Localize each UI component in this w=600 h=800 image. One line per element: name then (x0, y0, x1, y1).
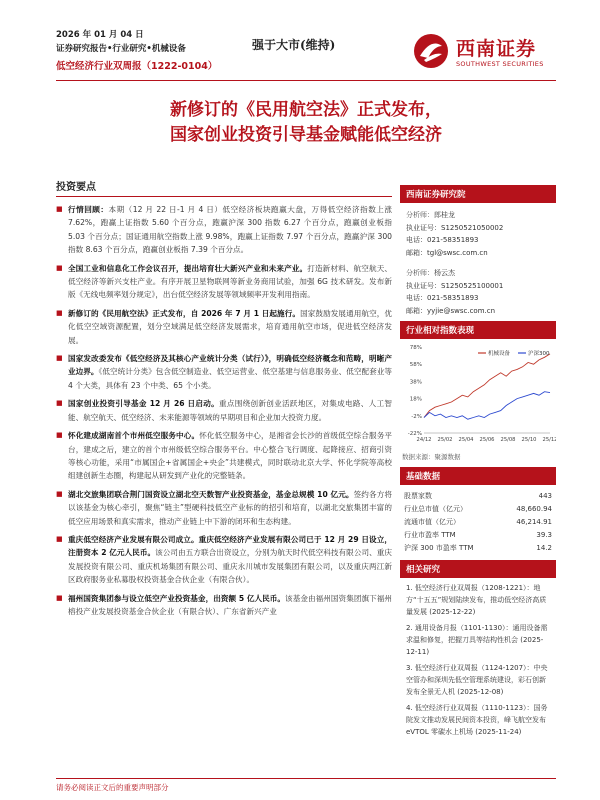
summary-item-lead: 国家创业投资引导基金 12 月 26 日启动。 (68, 399, 219, 409)
footer-disclaimer: 请务必阅读正文后的重要声明部分 (56, 778, 556, 793)
report-header (56, 28, 556, 80)
basic-data-heading: 基础数据 (400, 467, 556, 485)
summary-item-lead: 全国工业和信息化工作会议召开，提出培育壮大新兴产业和未来产业。 (68, 263, 308, 273)
basic-data-value: 443 (538, 491, 552, 500)
analyst-label: 分析师： (406, 211, 434, 219)
summary-item (56, 429, 392, 483)
basic-data-label: 股票家数 (404, 491, 432, 500)
summary-item-text: 怀化低空服务中心，是湘省会长沙的首级低空综合服务平台，建成之后，建立的首个市州级低空综合服务平台。中心整合飞行调度、起降接应、招商引资等核心功能，采用“市属国企+省属国企+央企”共建模式，同时联动北京大学、怀化学院等高校组建创新生态圈，构建起从研发到产业化的完整链条。 (68, 431, 392, 481)
y-tick-label: 78% (409, 345, 422, 351)
summary-item (56, 203, 392, 257)
related-list (400, 578, 556, 746)
y-tick-label: 38% (409, 379, 422, 386)
x-tick-label: 25/10 (521, 437, 537, 443)
summary-item (56, 488, 392, 528)
related-item[interactable]: 3. 低空经济行业双周报（1124-1207）：中央空管办和深圳先低空管理系统建设，彩石创新发布全景无人机 (2025-12-08) (406, 664, 548, 696)
analyst-license: 执业证号：S1250521050002 (406, 223, 504, 232)
summary-item-text: 该基金由福州国资集团旗下福州榕投产业发展投资基金合伙企业（有限合伙）、广东省新兴产业 (68, 593, 392, 616)
report-title (56, 98, 556, 148)
basic-data-row (400, 541, 556, 554)
summary-item-lead: 福州国资集团参与设立低空产业投资基金，出资额 5 亿人民币。 (68, 593, 286, 603)
analyst-name: 杨云杰 (434, 269, 455, 277)
basic-data-label: 流通市值（亿元） (404, 517, 460, 526)
summary-item-text: 国家鼓励发展通用航空，优化低空空域资源配置，划分空域满足低空经济发展需求，培育通用航空市场，促进低空经济发展。 (68, 308, 392, 345)
basic-data-label: 行业总市值（亿元） (404, 504, 467, 513)
analyst-name-row (406, 209, 550, 222)
summary-item (56, 307, 392, 347)
report-series: 低空经济行业双周报（1222-0104） (56, 61, 218, 72)
summary-list (56, 203, 392, 618)
y-tick-label: 18% (409, 396, 422, 403)
summary-item (56, 592, 392, 619)
summary-item-lead: 怀化建成湖南首个市州低空服务中心。 (68, 431, 200, 441)
related-heading: 相关研究 (400, 560, 556, 578)
summary-item-text: 该公司由五方联合出资设立，分别为航天时代低空科技有限公司、重庆发展投资有限公司、重庆机场集团有限公司、重庆永川城市发展集团有限公司，以及重庆两江新区政府服务业私募股权投资基金合伙企业（有限合伙）。 (68, 548, 392, 585)
y-tick-label: 58% (409, 362, 422, 369)
analyst-email[interactable]: 邮箱：tgl@swsc.com.cn (406, 248, 488, 257)
summary-item-lead: 新修订的《民用航空法》正式发布，自 2026 年 7 月 1 日起施行。 (68, 308, 301, 318)
summary-item (56, 533, 392, 587)
series-line-1 (424, 392, 550, 420)
basic-data-value: 39.3 (536, 530, 552, 539)
x-tick-label: 24/12 (416, 437, 432, 443)
summary-item-text: 《低空统计分类》包含低空制造业、低空运营业、低空基建与信息服务业、低空配套业等 4 个大类，具体有 23 个中类、65 个小类。 (68, 367, 392, 390)
x-tick-label: 25/02 (437, 437, 453, 443)
legend-label: 机械设备 (488, 351, 511, 357)
summary-item-lead: 行情回顾： (68, 205, 109, 214)
chart-source: 数据来源：聚源数据 (402, 453, 461, 461)
logo-text-cn: 西南证券 (456, 38, 537, 60)
related-item[interactable]: 2. 通用设备月报（1101-1130）：通用设备需求温和修复，把握刀具等结构性机会 (2025-12-11) (406, 624, 548, 656)
logo-text-en: SOUTHWEST SECURITIES (456, 60, 544, 68)
analyst-label: 分析师： (406, 269, 434, 277)
legend-label: 沪深300 (528, 351, 550, 357)
basic-data-label: 沪深 300 市盈率 TTM (404, 543, 474, 552)
research-heading: 西南证券研究院 (400, 185, 556, 203)
analyst-name-row (406, 267, 550, 280)
summary-item-lead: 国家发改委发布《低空经济及其核心产业统计分类（试行）》，明确低空经济概念和范畴，明晰产业边界。 (68, 354, 392, 377)
summary-heading: 投资要点 (56, 178, 392, 197)
x-tick-label: 25/04 (458, 437, 474, 443)
summary-item (56, 262, 392, 302)
related-item[interactable]: 4. 低空经济行业双周报（1110-1123）：国务院发文推动发展民间资本投资，峰飞航空发布 eVTOL 零碳水上机场 (2025-11-24) (406, 704, 548, 736)
summary-item-lead: 重庆低空经济产业发展有限公司成立。重庆低空经济产业发展有限公司已于 12 月 29 日设立，注册资本 2 亿元人民币。 (68, 534, 392, 558)
basic-data-row (400, 528, 556, 541)
analyst-email[interactable]: 邮箱：yyjie@swsc.com.cn (406, 306, 496, 315)
x-tick-label: 25/08 (500, 437, 516, 443)
basic-data-label: 行业市盈率 TTM (404, 530, 456, 539)
basic-data-row (400, 489, 556, 502)
series-line-0 (424, 354, 550, 418)
title-line-2: 国家创业投资引导基金赋能低空经济 (170, 125, 442, 145)
investment-summary (56, 178, 392, 772)
analyst-license: 执业证号：S1250525100001 (406, 281, 504, 290)
basic-data-row (400, 502, 556, 515)
summary-item (56, 352, 392, 392)
title-line-1: 新修订的《民用航空法》正式发布， (170, 100, 442, 120)
company-logo (408, 28, 568, 78)
analyst-name: 郎桂龙 (434, 211, 455, 219)
analyst-phone: 电话：021-58351893 (406, 236, 479, 244)
summary-item-text: 本期（12 月 22 日-1 月 4 日）低空经济板块跑赢大盘，万得低空经济指数上涨 7.62%，跑赢上证指数 5.60 个百分点，跑赢沪深 300 指数 6.27 个百分点，跑赢创业板指 5.03 个百分点；国证通用航空指数上涨 9.98%，跑赢上证指数 7.97 个百分点，跑赢沪深 300 指数 8.63 个百分点，跑赢创业板指 7.39 个百分点。 (68, 205, 392, 255)
chart-svg (400, 339, 556, 449)
summary-item-lead: 湖北交旅集团联合荆门国资设立湖北空天数智产业投资基金，基金总规模 10 亿元。 (68, 489, 354, 499)
summary-item-text: 打造新材料、航空航天、低空经济等新兴支柱产业。有序开展卫星物联网等新业务商用试验，加强 6G 技术研发。发布新版《无线电频率划分规定》，出台低空经济发展等领域频率开发利用指南。 (68, 263, 392, 300)
analyst-gap (406, 259, 550, 267)
summary-item-text: 签约各方将以该基金为核心牵引，聚焦“链主”型硬科技低空产业标的的招引和培育，以湖北交旅集团丰富的低空应用场景和真实需求，推动产业链上中下游的闭环和生态构建。 (68, 489, 392, 526)
sidebar (400, 185, 556, 746)
x-tick-label: 25/12 (542, 437, 556, 443)
summary-item (56, 397, 392, 424)
basic-data-value: 14.2 (536, 543, 552, 552)
summary-item-text: 重点围绕创新创业活跃地区，对集成电路、人工智能、航空航天、低空经济、未来能源等领域的早期项目和企业加大投资力度。 (68, 399, 392, 422)
basic-data-value: 46,214.91 (516, 517, 552, 526)
chart-heading: 行业相对指数表现 (400, 321, 556, 339)
header-divider (56, 80, 556, 81)
y-tick-label: -2% (411, 413, 422, 420)
y-tick-label: -22% (407, 431, 422, 437)
analyst-list (400, 203, 556, 321)
basic-data-row (400, 515, 556, 528)
basic-data-value: 48,660.94 (516, 504, 552, 513)
analyst-phone: 电话：021-58351893 (406, 294, 479, 302)
report-date: 2026 年 01 月 04 日 (56, 30, 144, 40)
basic-data-table (400, 489, 556, 554)
industry-rating: 强于大市(维持) (252, 38, 336, 52)
x-tick-label: 25/06 (479, 437, 495, 443)
related-item[interactable]: 1. 低空经济行业双周报（1208-1221）：地方“十五五”规划陆续发布，推动低空经济高质量发展 (2025-12-22) (406, 584, 547, 616)
logo-mark-icon (412, 32, 450, 70)
report-category: 证券研究报告•行业研究•机械设备 (56, 44, 186, 54)
relative-index-chart (400, 339, 556, 449)
